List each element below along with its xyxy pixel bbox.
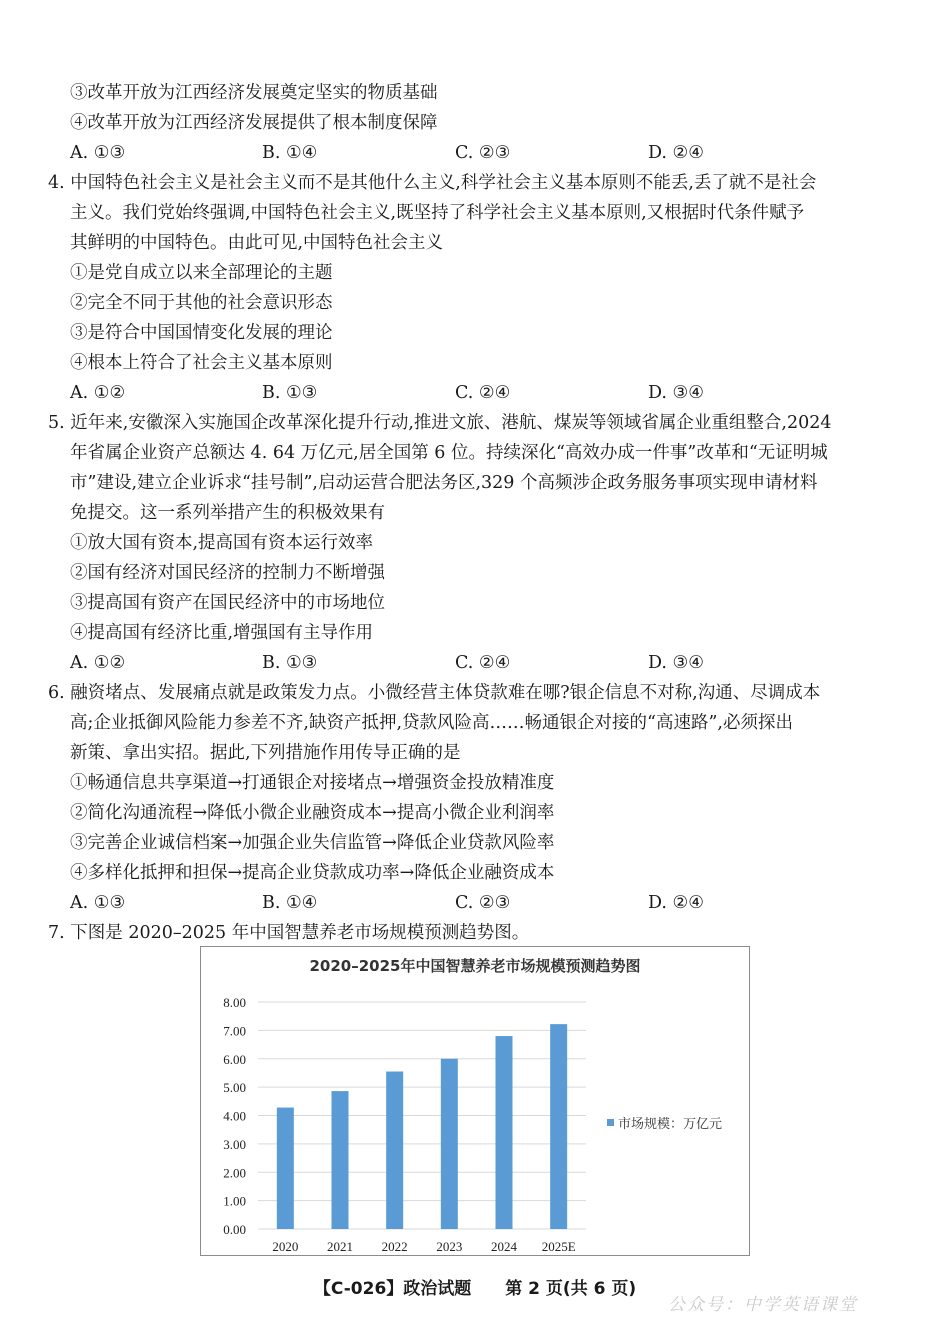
y-tick-label: 4.00	[223, 1108, 246, 1124]
chart-title: 2020–2025年中国智慧养老市场规模预测趋势图	[309, 957, 641, 975]
y-tick-label: 3.00	[223, 1136, 246, 1152]
q3-options	[70, 138, 900, 168]
q3-item-4: ④改革开放为江西经济发展提供了根本制度保障	[70, 113, 438, 133]
q6-stem-line: 新策、拿出实招。据此,下列措施作用传导正确的是	[70, 743, 461, 763]
x-tick-label: 2025E	[541, 1239, 576, 1254]
y-tick-label: 6.00	[223, 1051, 246, 1067]
q4-option-b[interactable]: B. ①③	[262, 383, 318, 403]
q3-option-a[interactable]: A. ①③	[70, 143, 126, 163]
x-tick-label: 2023	[436, 1239, 463, 1254]
q4-stem-line: 其鲜明的中国特色。由此可见,中国特色社会主义	[70, 233, 444, 253]
q5-option-c[interactable]: C. ②④	[455, 653, 511, 673]
q4-item-1: ①是党自成立以来全部理论的主题	[70, 263, 333, 283]
q6-item-4: ④多样化抵押和担保→提高企业贷款成功率→降低企业融资成本	[70, 863, 555, 883]
bar	[332, 1091, 349, 1229]
market-size-chart	[200, 946, 750, 1256]
q6-option-d[interactable]: D. ②④	[648, 893, 704, 913]
q5-option-a[interactable]: A. ①②	[70, 653, 126, 673]
q4-option-d[interactable]: D. ③④	[648, 383, 704, 403]
q6-item-2: ②简化沟通流程→降低小微企业融资成本→提高小微企业利润率	[70, 803, 555, 823]
q5-item-1: ①放大国有资本,提高国有资本运行效率	[70, 533, 374, 553]
q6-option-c[interactable]: C. ②③	[455, 893, 511, 913]
watermark: 公众号：中学英语课堂	[668, 1295, 858, 1315]
bar	[496, 1036, 513, 1229]
q4-option-c[interactable]: C. ②④	[455, 383, 511, 403]
q5-stem-line: 市”建设,建立企业诉求“挂号制”,启动运营合肥法务区,329 个高频涉企政务服务事项实现申请材料	[70, 473, 818, 493]
q4-stem-line: 主义。我们党始终强调,中国特色社会主义,既坚持了科学社会主义基本原则,又根据时代条件赋予	[70, 203, 805, 223]
y-tick-label: 7.00	[223, 1023, 246, 1039]
q5-option-d[interactable]: D. ③④	[648, 653, 704, 673]
q5-stem-line: 年省属企业资产总额达 4. 64 万亿元,居全国第 6 位。持续深化“高效办成一件事”改革和“无证明城	[70, 443, 828, 463]
q6-stem-line: 6. 融资堵点、发展痛点就是政策发力点。小微经营主体贷款难在哪?银企信息不对称,沟通、尽调成本	[48, 683, 821, 703]
q4-item-2: ②完全不同于其他的社会意识形态	[70, 293, 333, 313]
q5-options	[70, 648, 900, 678]
y-tick-label: 1.00	[223, 1193, 246, 1209]
q5-item-2: ②国有经济对国民经济的控制力不断增强	[70, 563, 385, 583]
q6-item-3: ③完善企业诚信档案→加强企业失信监管→降低企业贷款风险率	[70, 833, 555, 853]
x-tick-label: 2024	[491, 1239, 517, 1254]
q3-option-c[interactable]: C. ②③	[455, 143, 511, 163]
q6-item-1: ①畅通信息共享渠道→打通银企对接堵点→增强资金投放精准度	[70, 773, 555, 793]
y-tick-label: 0.00	[223, 1222, 246, 1237]
y-tick-label: 8.00	[223, 995, 246, 1010]
q6-option-a[interactable]: A. ①③	[70, 893, 126, 913]
page-footer: 【C-026】政治试题 第 2 页(共 6 页)	[313, 1279, 637, 1299]
q6-options	[70, 888, 900, 918]
legend-label: 市场规模：万亿元	[618, 1117, 723, 1132]
q5-stem-line: 5. 近年来,安徽深入实施国企改革深化提升行动,推进文旅、港航、煤炭等领域省属企业重组整合,2024	[48, 413, 832, 433]
y-tick-label: 5.00	[223, 1080, 246, 1096]
q5-item-3: ③提高国有资产在国民经济中的市场地位	[70, 593, 385, 613]
bar	[386, 1072, 403, 1229]
bar	[550, 1024, 567, 1229]
q4-stem-line: 4. 中国特色社会主义是社会主义而不是其他什么主义,科学社会主义基本原则不能丢,丢了就不是社会	[48, 173, 817, 193]
y-tick-label: 2.00	[223, 1165, 246, 1181]
q3-option-d[interactable]: D. ②④	[648, 143, 704, 163]
x-tick-label: 2022	[381, 1239, 408, 1254]
bar-chart-svg	[201, 947, 749, 1255]
q5-stem-line: 免提交。这一系列举措产生的积极效果有	[70, 503, 385, 523]
q4-options	[70, 378, 900, 408]
bar	[441, 1059, 458, 1229]
q4-option-a[interactable]: A. ①②	[70, 383, 126, 403]
q3-item-3: ③改革开放为江西经济发展奠定坚实的物质基础	[70, 83, 438, 103]
legend-swatch	[607, 1119, 614, 1126]
q4-item-3: ③是符合中国国情变化发展的理论	[70, 323, 333, 343]
q5-option-b[interactable]: B. ①③	[262, 653, 318, 673]
q5-item-4: ④提高国有经济比重,增强国有主导作用	[70, 623, 374, 643]
bar	[277, 1108, 294, 1229]
x-tick-label: 2020	[272, 1239, 299, 1254]
q3-option-b[interactable]: B. ①④	[262, 143, 318, 163]
q4-item-4: ④根本上符合了社会主义基本原则	[70, 353, 333, 373]
q6-option-b[interactable]: B. ①④	[262, 893, 318, 913]
q6-stem-line: 高;企业抵御风险能力参差不齐,缺资产抵押,贷款风险高……畅通银企对接的“高速路”,必须探出	[70, 713, 793, 733]
x-tick-label: 2021	[327, 1239, 353, 1254]
q7-stem-line: 7. 下图是 2020–2025 年中国智慧养老市场规模预测趋势图。	[48, 923, 530, 943]
